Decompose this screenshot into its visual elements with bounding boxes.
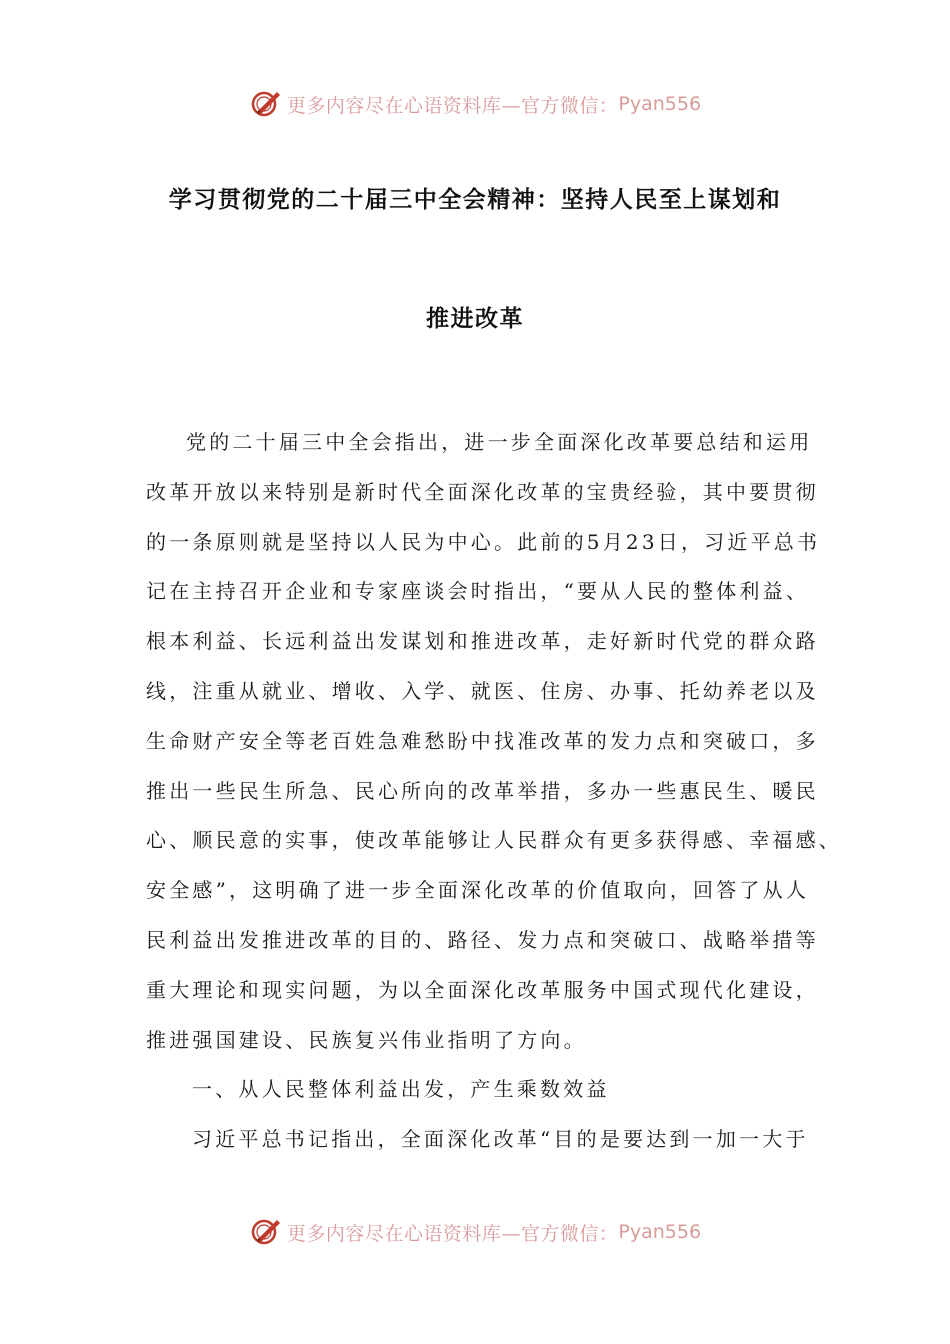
paragraph-line: 根本利益、长远利益出发谋划和推进改革，走好新时代党的群众路 xyxy=(146,629,819,654)
banner-text: 更多内容尽在心语资料库—官方微信： xyxy=(286,1222,619,1245)
paragraph-line: 推出一些民生所急、民心所向的改革举措，多办一些惠民生、暖民 xyxy=(146,778,819,803)
paragraph-line: 生命财产安全等老百姓急难愁盼中找准改革的发力点和突破口，多 xyxy=(146,728,819,753)
pen-circle-logo-icon xyxy=(249,87,283,121)
paragraph-2-line: 习近平总书记指出，全面深化改革“目的是要达到一加一大于 xyxy=(192,1127,809,1152)
paragraph-line: 民利益出发推进改革的目的、路径、发力点和突破口、战略举措等 xyxy=(146,927,819,952)
paragraph-line: 记在主持召开企业和专家座谈会时指出，“要从人民的整体利益、 xyxy=(146,579,810,604)
paragraph-line: 心、顺民意的实事，使改革能够让人民群众有更多获得感、幸福感、 xyxy=(146,828,842,853)
section-heading-1: 一、从人民整体利益出发，产生乘数效益 xyxy=(192,1077,610,1102)
banner-text: 更多内容尽在心语资料库—官方微信： xyxy=(286,94,619,117)
paragraph-line: 党的二十届三中全会指出，进一步全面深化改革要总结和运用 xyxy=(186,430,813,454)
banner-wechat-id: Pyan556 xyxy=(618,1221,702,1243)
document-body xyxy=(146,418,842,1165)
document-title-line-1: 学习贯彻党的二十届三中全会精神：坚持人民至上谋划和 xyxy=(168,187,782,213)
paragraph-line: 重大理论和现实问题，为以全面深化改革服务中国式现代化建设， xyxy=(146,977,819,1002)
paragraph-line: 改革开放以来特别是新时代全面深化改革的宝贵经验，其中要贯彻 xyxy=(146,479,819,504)
pen-circle-logo-icon xyxy=(249,1215,283,1249)
header-watermark-banner xyxy=(0,84,950,124)
paragraph-line: 线，注重从就业、增收、入学、就医、住房、办事、托幼养老以及 xyxy=(146,678,819,703)
footer-watermark-banner xyxy=(0,1212,950,1252)
banner-wechat-id: Pyan556 xyxy=(618,93,702,115)
paragraph-line: 推进强国建设、民族复兴伟业指明了方向。 xyxy=(146,1027,587,1052)
paragraph-line: 安全感”，这明确了进一步全面深化改革的价值取向，回答了从人 xyxy=(146,878,810,903)
paragraph-line: 的一条原则就是坚持以人民为中心。此前的5月23日，习近平总书 xyxy=(146,529,821,554)
paragraph-1 xyxy=(146,418,842,1065)
document-title-line-2: 推进改革 xyxy=(426,306,524,332)
